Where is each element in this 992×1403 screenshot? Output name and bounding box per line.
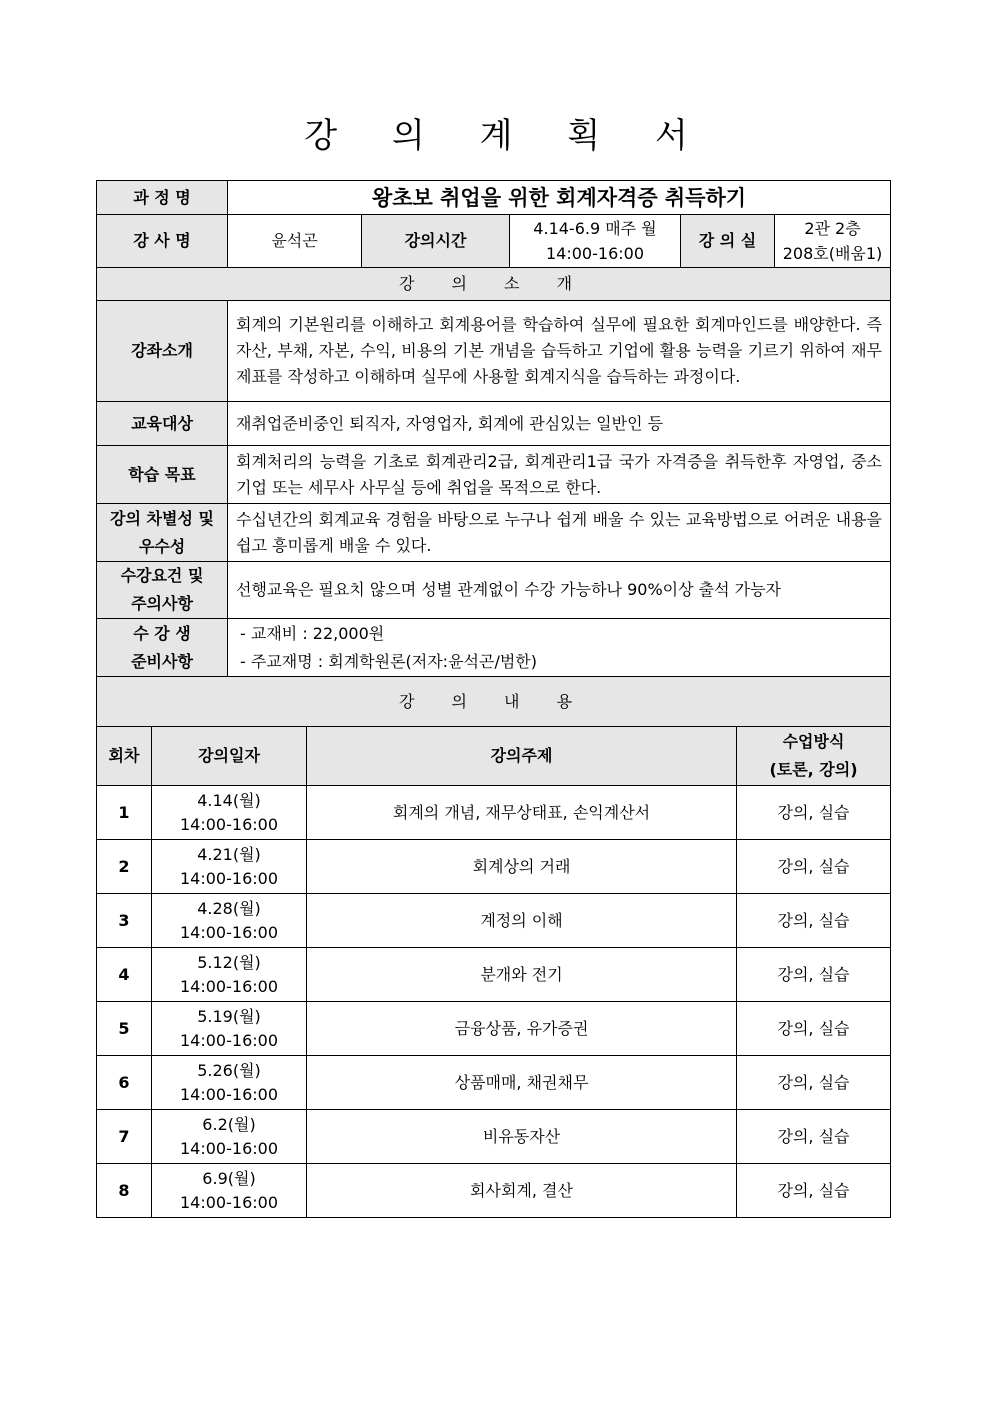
header-date: 강의일자 [152, 727, 307, 786]
intro-row [97, 301, 891, 402]
requirements-label-line1: 수강요건 및 [120, 566, 204, 585]
target-text: 재취업준비중인 퇴직자, 자영업자, 회계에 관심있는 일반인 등 [228, 402, 891, 446]
table-row [97, 1002, 891, 1056]
strength-text: 수십년간의 회계교육 경험을 바탕으로 누구나 쉽게 배울 수 있는 교육방법으로 어려운 내용을 쉽고 흥미롭게 배울 수 있다. [228, 504, 891, 562]
strength-label-line1: 강의 차별성 및 [110, 508, 214, 528]
session-no: 1 [97, 786, 152, 840]
session-method: 강의, 실습 [737, 1056, 891, 1110]
instructor-label: 강 사 명 [97, 215, 228, 268]
intro-section-row [97, 268, 891, 301]
session-method: 강의, 실습 [737, 948, 891, 1002]
header-method-line1: 수업방식 [782, 732, 845, 751]
room-label: 강 의 실 [681, 215, 775, 268]
requirements-text: 선행교육은 필요치 않으며 성별 관계없이 수강 가능하나 90%이상 출석 가능자 [228, 562, 891, 619]
instructor-name: 윤석곤 [228, 215, 362, 268]
course-name: 왕초보 취업을 위한 회계자격증 취득하기 [228, 181, 891, 215]
session-date-cell [152, 948, 307, 1002]
room-line2: 208호(배움1) [782, 244, 883, 263]
content-section-row [97, 677, 891, 727]
intro-section-heading: 강 의 소 개 [97, 268, 891, 301]
time-label: 강의시간 [362, 215, 510, 268]
session-date-cell [152, 894, 307, 948]
table-row [97, 894, 891, 948]
prep-item-2: - 주교재명 : 회계학원론(저자:윤석곤/범한) [240, 651, 537, 671]
session-no: 8 [97, 1164, 152, 1218]
session-date: 6.9(월) [202, 1168, 256, 1188]
session-topic: 회계상의 거래 [307, 840, 737, 894]
goal-row [97, 446, 891, 504]
header-no: 회차 [97, 727, 152, 786]
requirements-row [97, 562, 891, 619]
session-date: 6.2(월) [202, 1114, 256, 1134]
session-topic: 계정의 이해 [307, 894, 737, 948]
table-row [97, 948, 891, 1002]
session-date-cell [152, 1056, 307, 1110]
session-date-cell [152, 1164, 307, 1218]
session-topic: 금융상품, 유가증권 [307, 1002, 737, 1056]
room-value [775, 215, 891, 268]
session-date-cell [152, 840, 307, 894]
room-line1: 2관 2층 [804, 219, 861, 238]
table-row [97, 786, 891, 840]
requirements-label [97, 562, 228, 619]
requirements-label-line2: 주의사항 [131, 594, 193, 613]
session-method: 강의, 실습 [737, 1110, 891, 1164]
session-date: 4.28(월) [197, 898, 261, 918]
prep-label-line2: 준비사항 [131, 651, 193, 671]
table-row [97, 840, 891, 894]
content-section-heading: 강 의 내 용 [97, 677, 891, 727]
prep-label-line1: 수 강 생 [133, 623, 191, 643]
course-label: 과 정 명 [97, 181, 228, 215]
header-method-line2: (토론, 강의) [769, 760, 858, 779]
time-line1: 4.14-6.9 매주 월 [533, 219, 657, 238]
session-date-cell [152, 1110, 307, 1164]
goal-label: 학습 목표 [97, 446, 228, 504]
session-no: 7 [97, 1110, 152, 1164]
target-row [97, 402, 891, 446]
course-row [97, 181, 891, 215]
session-date-cell [152, 786, 307, 840]
session-date-cell [152, 1002, 307, 1056]
session-date: 5.19(월) [197, 1006, 261, 1026]
intro-text: 회계의 기본원리를 이해하고 회계용어를 학습하여 실무에 필요한 회계마인드를 배양한다. 즉 자산, 부채, 자본, 수익, 비용의 기본 개념을 습득하고 기업에 활용 능력을 기르기 위하여 재무제표를 작성하고 이해하며 실무에 사용할 회계지식을 습득하는 과정이다. [228, 301, 891, 402]
instructor-row [97, 215, 891, 268]
session-topic: 회계의 개념, 재무상태표, 손익계산서 [307, 786, 737, 840]
schedule-table [96, 726, 891, 1218]
header-topic: 강의주제 [307, 727, 737, 786]
schedule-header-row [97, 727, 891, 786]
time-line2: 14:00-16:00 [546, 244, 644, 263]
table-row [97, 1056, 891, 1110]
session-method: 강의, 실습 [737, 1002, 891, 1056]
session-method: 강의, 실습 [737, 1164, 891, 1218]
session-date: 5.12(월) [197, 952, 261, 972]
session-no: 6 [97, 1056, 152, 1110]
session-time: 14:00-16:00 [180, 1030, 278, 1050]
session-method: 강의, 실습 [737, 840, 891, 894]
session-no: 5 [97, 1002, 152, 1056]
strength-row [97, 504, 891, 562]
session-time: 14:00-16:00 [180, 868, 278, 888]
session-time: 14:00-16:00 [180, 922, 278, 942]
session-topic: 회사회계, 결산 [307, 1164, 737, 1218]
schedule-body [97, 786, 891, 1218]
session-date: 4.14(월) [197, 790, 261, 810]
table-row [97, 1164, 891, 1218]
session-no: 3 [97, 894, 152, 948]
prep-label [97, 619, 228, 677]
prep-row [97, 619, 891, 677]
session-time: 14:00-16:00 [180, 1192, 278, 1212]
header-method [737, 727, 891, 786]
session-topic: 분개와 전기 [307, 948, 737, 1002]
session-time: 14:00-16:00 [180, 814, 278, 834]
session-time: 14:00-16:00 [180, 1084, 278, 1104]
goal-text: 회계처리의 능력을 기초로 회계관리2급, 회계관리1급 국가 자격증을 취득한후 자영업, 중소기업 또는 세무사 사무실 등에 취업을 목적으로 한다. [228, 446, 891, 504]
prep-item-1: - 교재비 : 22,000원 [240, 623, 385, 643]
session-topic: 상품매매, 채권채무 [307, 1056, 737, 1110]
table-row [97, 1110, 891, 1164]
target-label: 교육대상 [97, 402, 228, 446]
session-topic: 비유동자산 [307, 1110, 737, 1164]
time-value [510, 215, 681, 268]
session-date: 5.26(월) [197, 1060, 261, 1080]
page-title: 강 의 계 획 서 [304, 116, 710, 156]
session-time: 14:00-16:00 [180, 976, 278, 996]
session-method: 강의, 실습 [737, 894, 891, 948]
session-date: 4.21(월) [197, 844, 261, 864]
session-no: 2 [97, 840, 152, 894]
prep-text [228, 619, 891, 677]
strength-label [97, 504, 228, 562]
session-time: 14:00-16:00 [180, 1138, 278, 1158]
course-info-table [96, 180, 891, 727]
session-no: 4 [97, 948, 152, 1002]
session-method: 강의, 실습 [737, 786, 891, 840]
strength-label-line2: 우수성 [138, 536, 186, 556]
intro-label: 강좌소개 [97, 301, 228, 402]
